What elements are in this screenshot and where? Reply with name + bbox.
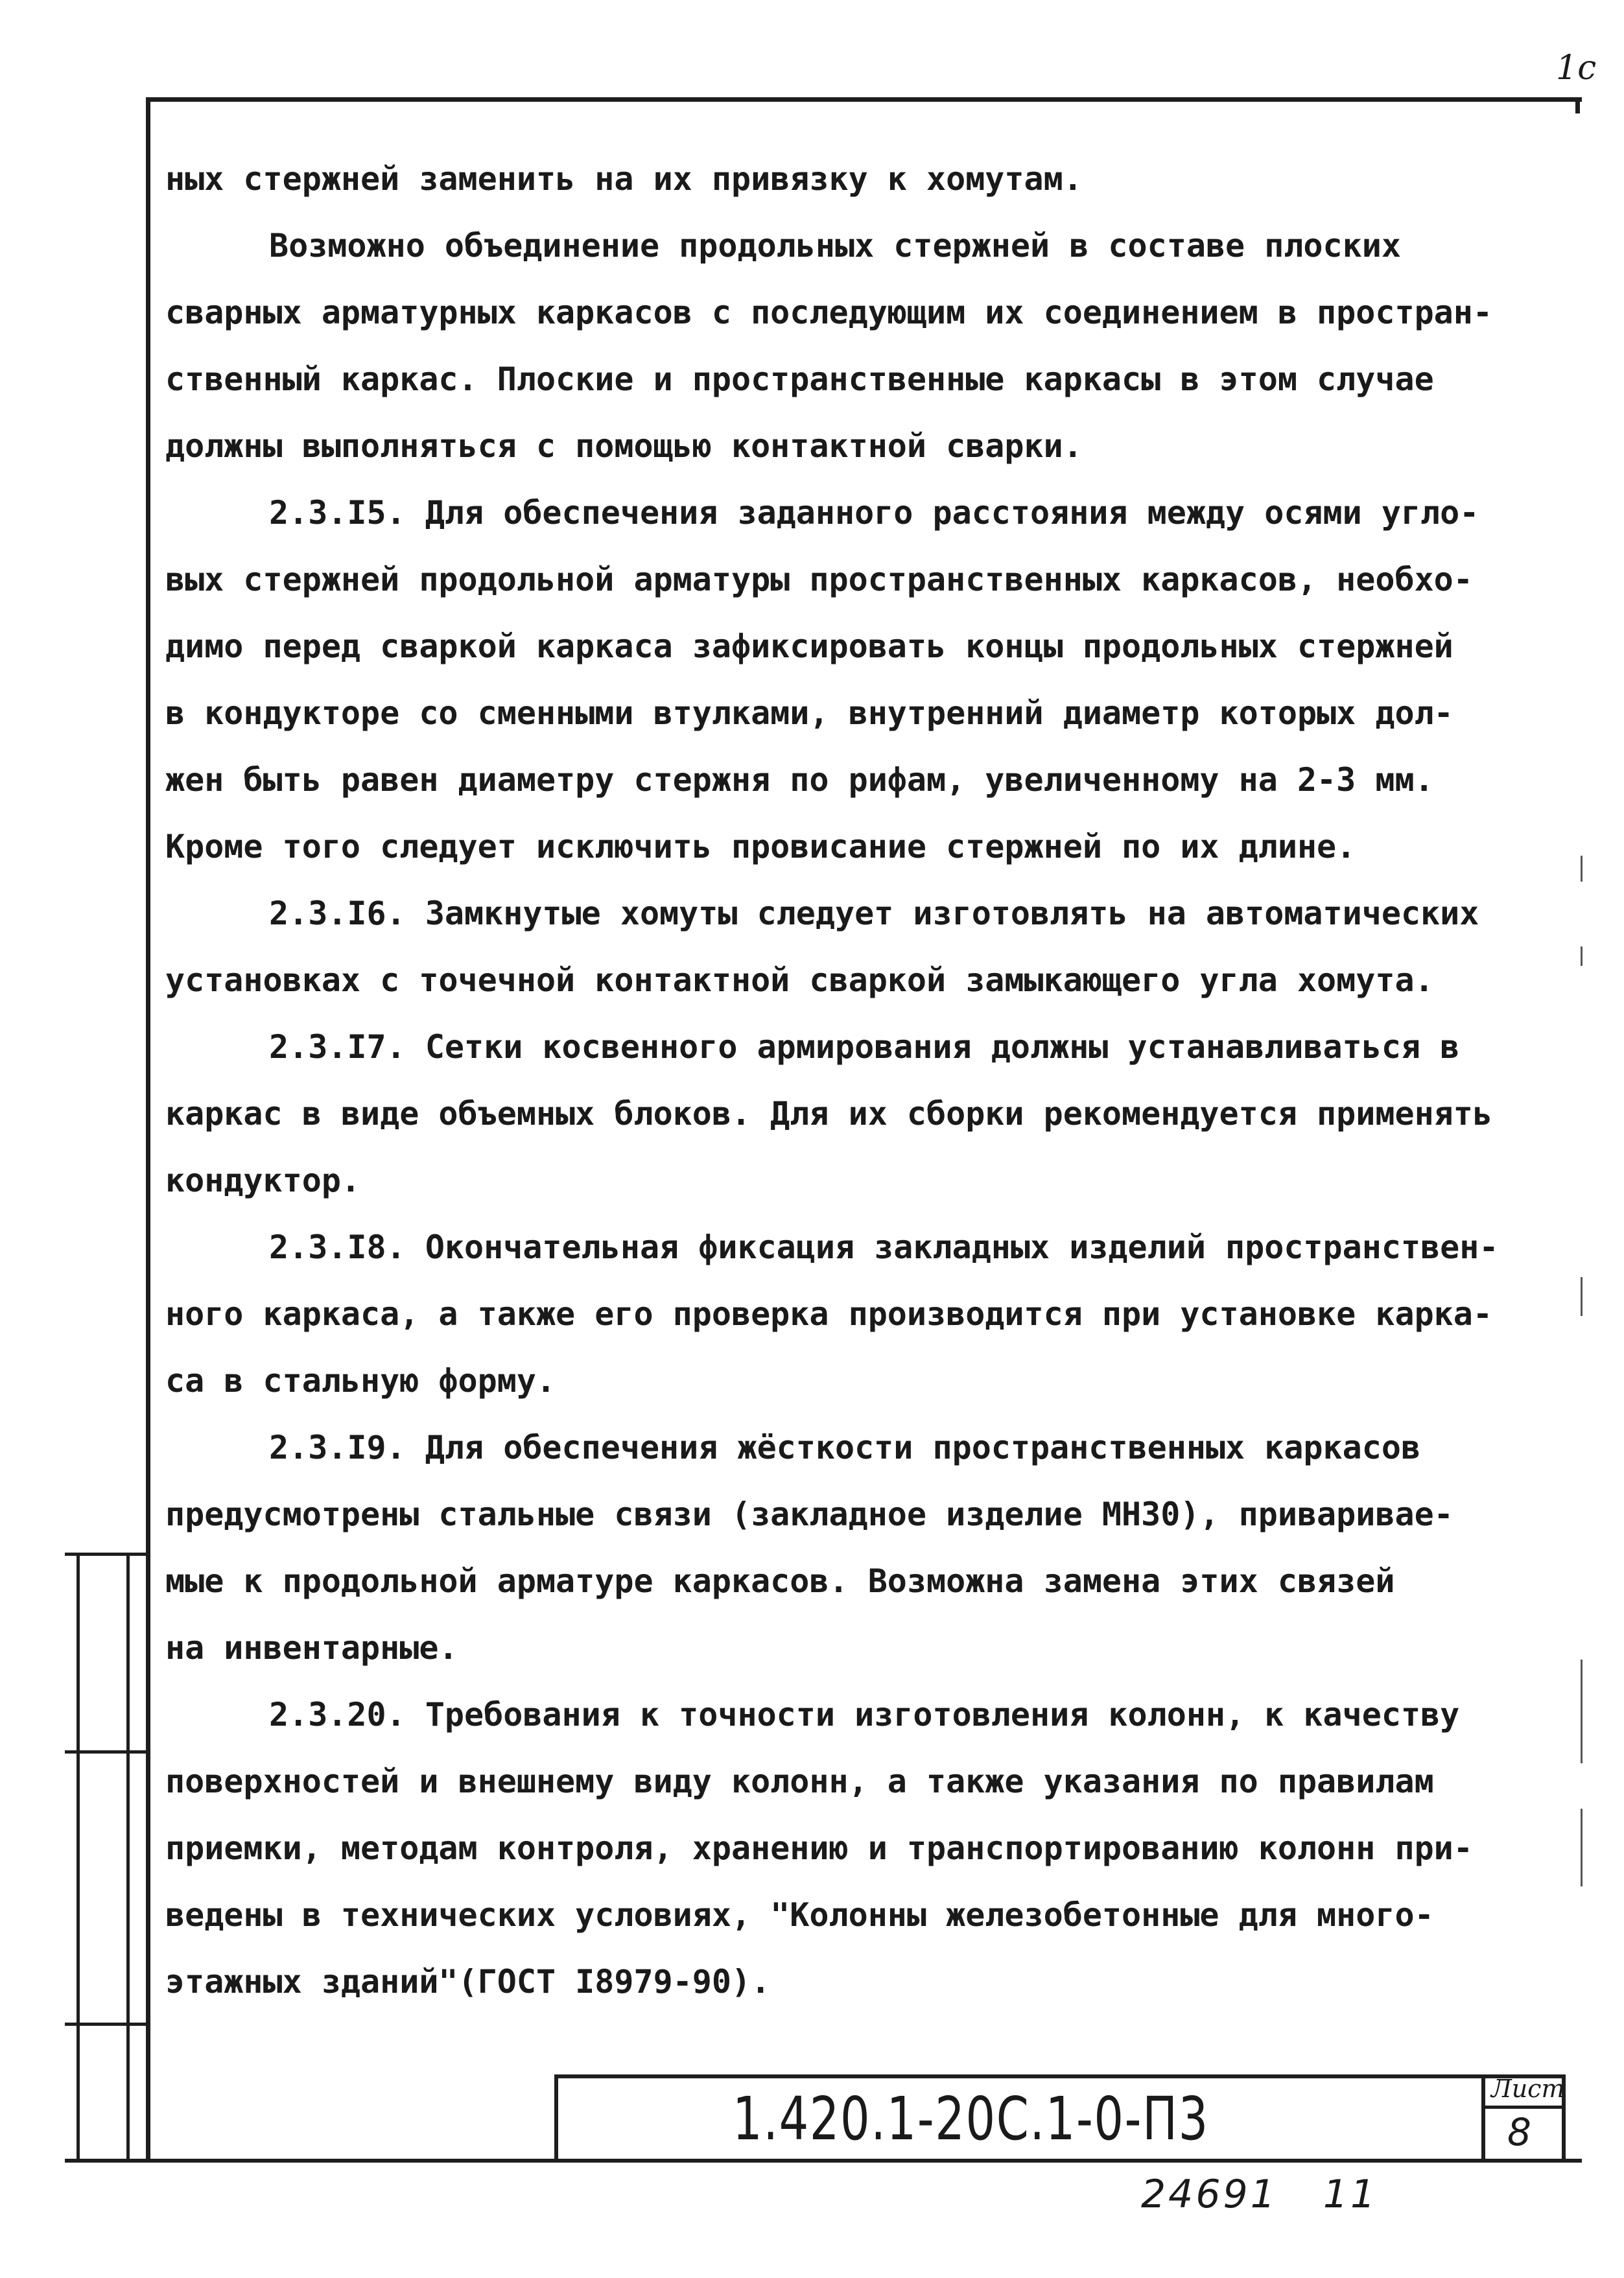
frame-left-line [146, 97, 150, 2162]
text-line: 2.3.I7. Сетки косвенного армирования должны устанавливаться в [269, 1028, 1460, 1066]
sheet-number: 8 [1507, 2110, 1531, 2154]
text-line: приемки, методам контроля, хранению и транспортированию колонн при- [165, 1829, 1473, 1867]
document-code: 1.420.1-20С.1-0-П3 [733, 2084, 1209, 2154]
text-line: димо перед сваркой каркаса зафиксировать концы продольных стержней [165, 628, 1453, 665]
text-line: должны выполняться с помощью контактной сварки. [165, 427, 1083, 465]
text-line: 2.3.I8. Окончательная фиксация закладных изделий пространствен- [269, 1228, 1499, 1266]
sheet-label: Лист [1491, 2074, 1565, 2103]
scan-mark [1581, 856, 1583, 882]
side-stamp-row-line [65, 2023, 149, 2026]
text-line: вых стержней продольной арматуры пространственных каркасов, необхо- [165, 561, 1473, 598]
text-line: ного каркаса, а также его проверка производится при установке карка- [165, 1295, 1492, 1333]
scan-mark [1581, 946, 1583, 966]
title-block-sheet-divider [1481, 2106, 1566, 2109]
copy-number: 11 [1323, 2172, 1378, 2217]
text-line: 2.3.I5. Для обеспечения заданного расстояния между осями угло- [269, 494, 1479, 532]
scan-mark [1581, 1809, 1583, 1886]
text-line: 2.3.I9. Для обеспечения жёсткости пространственных каркасов [269, 1429, 1421, 1466]
text-line: кондуктор. [165, 1162, 361, 1199]
text-line: каркас в виде объемных блоков. Для их сборки рекомендуется применять [165, 1095, 1492, 1133]
text-line: этажных зданий"(ГОСТ I8979-90). [165, 1963, 771, 2001]
text-line: ственный каркас. Плоские и пространственные каркасы в этом случае [165, 360, 1434, 398]
text-line: сварных арматурных каркасов с последующим их соединением в простран- [165, 294, 1492, 331]
text-line: предусмотрены стальные связи (закладное изделие МН30), привариваe- [165, 1496, 1453, 1533]
frame-top-line [146, 97, 1582, 102]
side-stamp-left-line [76, 1553, 80, 2162]
text-line: поверхностей и внешнему виду колонн, а также указания по правилам [165, 1763, 1434, 1800]
scan-mark [1581, 1660, 1583, 1763]
text-line: са в стальную форму. [165, 1362, 556, 1400]
text-line: ных стержней заменить на их привязку к хомутам. [165, 160, 1083, 198]
inventory-number: 24691 [1141, 2172, 1278, 2217]
footer-numbers [1141, 2172, 1378, 2217]
corner-page-mark: 1с [1556, 49, 1597, 88]
body-text [165, 146, 1559, 2015]
text-line: жен быть равен диаметру стержня по рифам, увеличенному на 2-3 мм. [165, 761, 1434, 799]
scan-mark [1581, 1277, 1583, 1316]
text-line: 2.3.20. Требования к точности изготовления колонн, к качеству [269, 1696, 1460, 1733]
text-line: Возможно объединение продольных стержней в составе плоских [269, 227, 1401, 264]
text-line: 2.3.I6. Замкнутые хомуты следует изготовлять на автоматических [269, 895, 1479, 932]
text-line: Кроме того следует исключить провисание стержней по их длине. [165, 828, 1356, 865]
side-stamp-right-line [126, 1553, 130, 2162]
text-line: установках с точечной контактной сваркой замыкающего угла хомута. [165, 961, 1434, 999]
text-line: в кондукторе со сменными втулками, внутренний диаметр которых дол- [165, 694, 1453, 732]
text-line: ведены в технических условиях, "Колонны железобетонные для много- [165, 1896, 1434, 1934]
text-line: мые к продольной арматуре каркасов. Возможна замена этих связей [165, 1562, 1395, 1600]
side-stamp-row-line [65, 1553, 149, 1556]
frame-top-tick [1575, 97, 1580, 113]
side-stamp-row-line [65, 1750, 149, 1754]
text-line: на инвентарные. [165, 1629, 458, 1667]
